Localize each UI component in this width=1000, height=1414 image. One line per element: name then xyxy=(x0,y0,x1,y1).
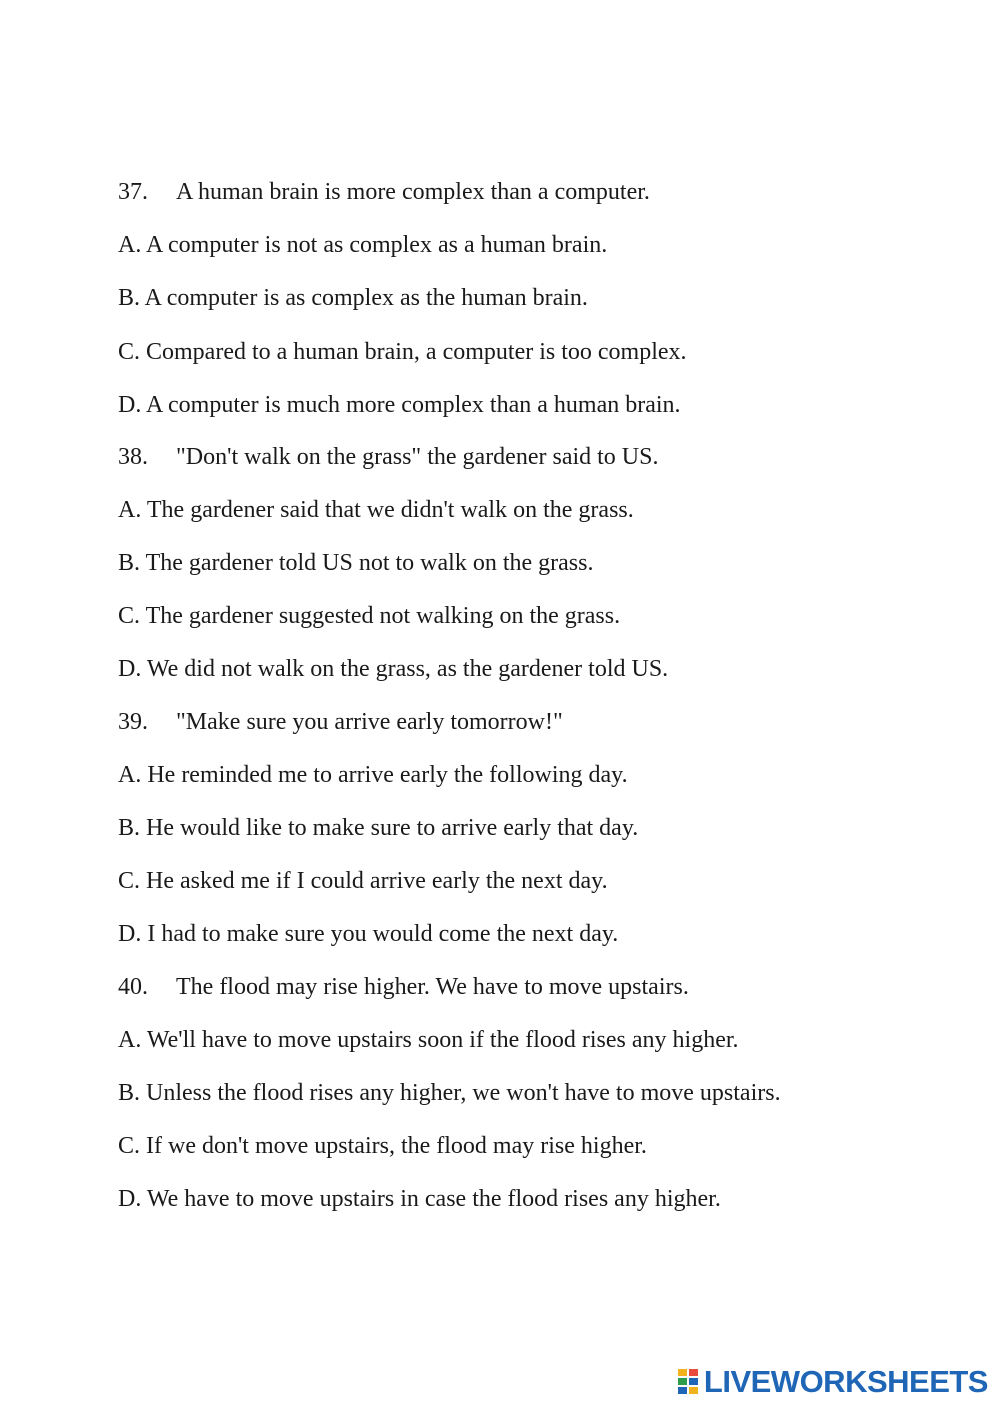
question-39-option-b: B. He would like to make sure to arrive early that day. xyxy=(118,815,639,841)
question-text: "Don't walk on the grass" the gardener said to US. xyxy=(176,444,659,470)
question-text: "Make sure you arrive early tomorrow!" xyxy=(176,709,563,735)
question-37-option-c: C. Compared to a human brain, a computer is too complex. xyxy=(118,339,687,365)
question-number: 37. xyxy=(118,179,148,205)
liveworksheets-logo xyxy=(678,1362,988,1402)
question-39-option-d: D. I had to make sure you would come the next day. xyxy=(118,921,619,947)
question-38-prompt xyxy=(118,442,658,472)
liveworksheets-logo-icon xyxy=(678,1367,700,1397)
question-40-option-c: C. If we don't move upstairs, the flood may rise higher. xyxy=(118,1133,647,1159)
question-39-option-a: A. He reminded me to arrive early the following day. xyxy=(118,762,628,788)
question-38-option-a: A. The gardener said that we didn't walk on the grass. xyxy=(118,497,634,523)
question-40-prompt xyxy=(118,972,689,1002)
question-number: 40. xyxy=(118,974,148,1000)
question-39-prompt xyxy=(118,707,563,737)
liveworksheets-logo-text: LIVEWORKSHEETS xyxy=(703,1364,988,1399)
question-text: The flood may rise higher. We have to move upstairs. xyxy=(176,974,689,1000)
question-40-option-b: B. Unless the flood rises any higher, we won't have to move upstairs. xyxy=(118,1080,781,1106)
question-37-option-d: D. A computer is much more complex than a human brain. xyxy=(118,392,681,418)
question-38-option-d: D. We did not walk on the grass, as the gardener told US. xyxy=(118,656,669,682)
question-39-option-c: C. He asked me if I could arrive early the next day. xyxy=(118,868,608,894)
question-number: 38. xyxy=(118,444,148,470)
question-37-prompt xyxy=(118,177,650,207)
question-40-option-d: D. We have to move upstairs in case the flood rises any higher. xyxy=(118,1186,721,1212)
question-38-option-b: B. The gardener told US not to walk on the grass. xyxy=(118,550,594,576)
question-number: 39. xyxy=(118,709,148,735)
question-40-option-a: A. We'll have to move upstairs soon if the flood rises any higher. xyxy=(118,1027,739,1053)
question-text: A human brain is more complex than a computer. xyxy=(176,179,650,205)
question-38-option-c: C. The gardener suggested not walking on the grass. xyxy=(118,603,621,629)
question-37-option-b: B. A computer is as complex as the human brain. xyxy=(118,285,588,311)
question-37-option-a: A. A computer is not as complex as a human brain. xyxy=(118,232,608,258)
